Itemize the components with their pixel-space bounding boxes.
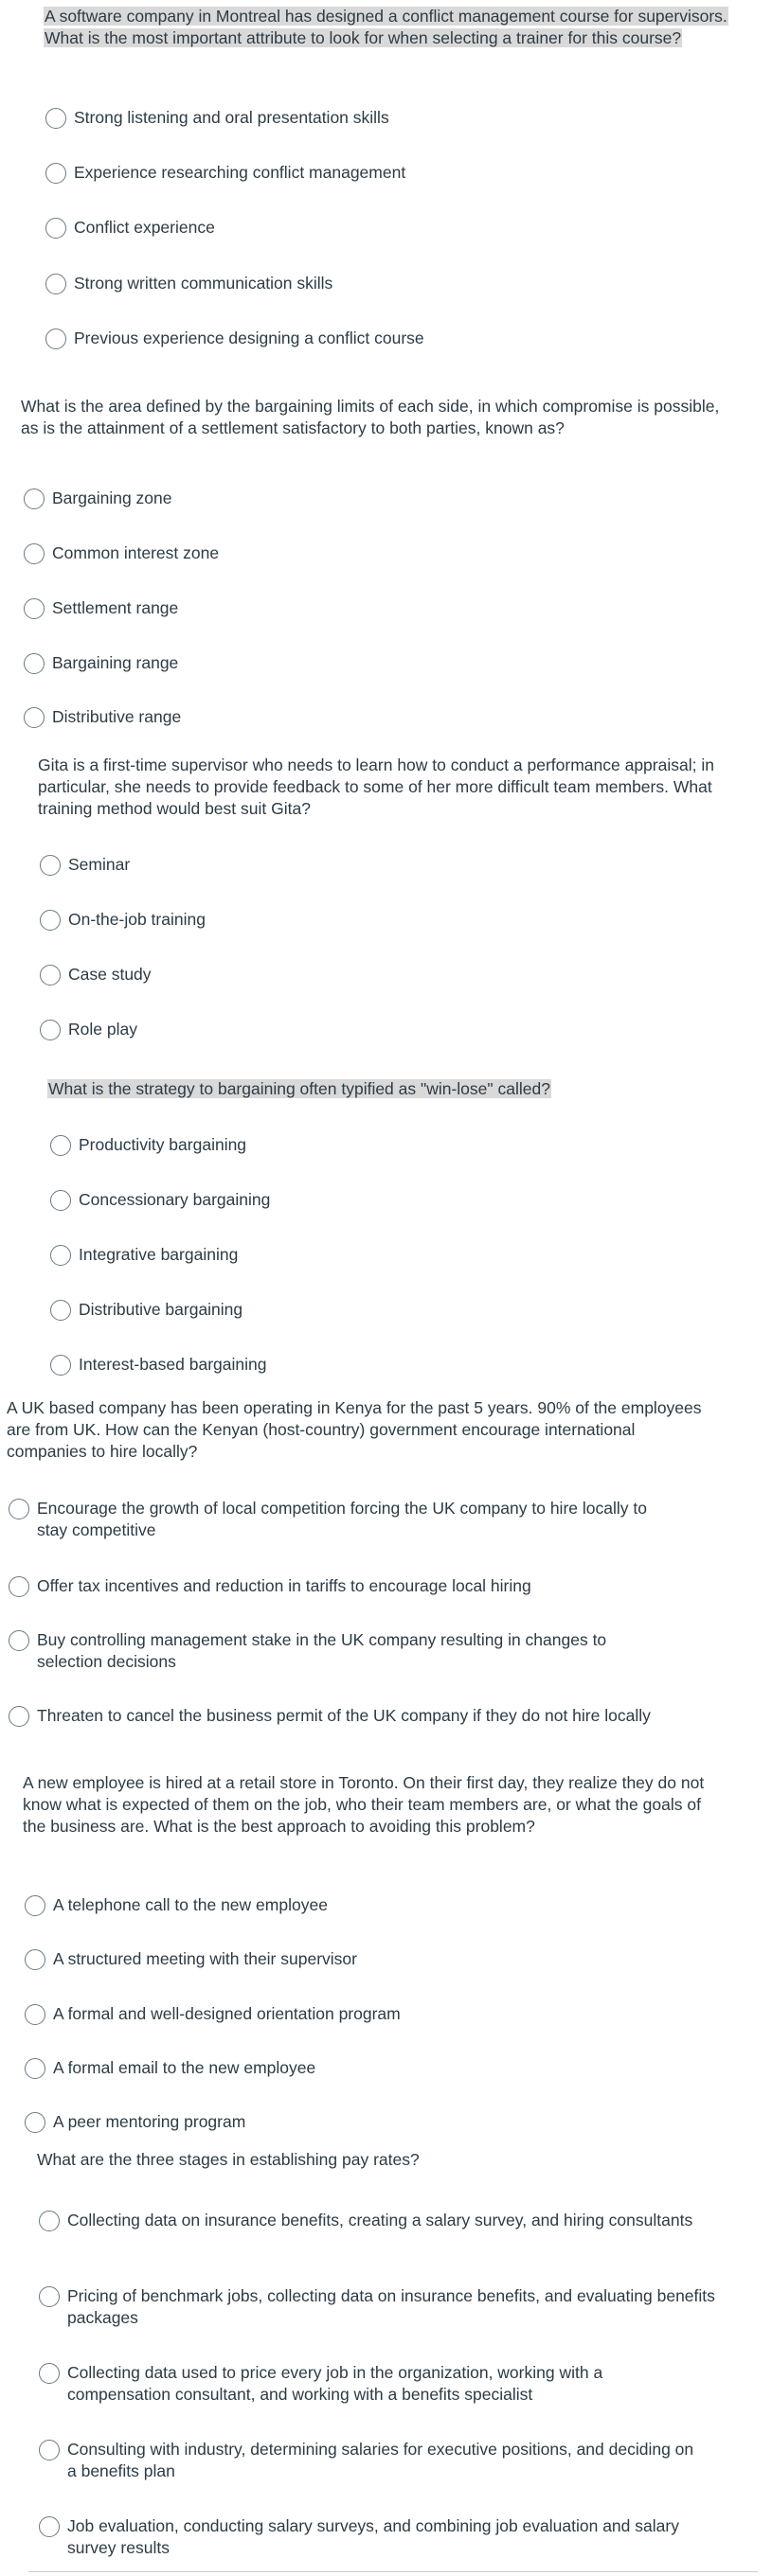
- radio-button[interactable]: [40, 855, 61, 876]
- radio-button[interactable]: [50, 1300, 71, 1321]
- radio-button[interactable]: [45, 218, 66, 239]
- question-3-option-3[interactable]: Case study: [40, 964, 152, 986]
- radio-button[interactable]: [45, 163, 66, 184]
- radio-button[interactable]: [50, 1355, 71, 1376]
- radio-button[interactable]: [25, 1895, 45, 1916]
- radio-button[interactable]: [9, 1706, 29, 1727]
- question-5-option-4[interactable]: Threaten to cancel the business permit of the UK company if they do not hire locally: [9, 1705, 672, 1727]
- question-6-option-1[interactable]: A telephone call to the new employee: [25, 1894, 328, 1916]
- question-1-option-3[interactable]: Conflict experience: [45, 217, 215, 239]
- question-4-text: What is the strategy to bargaining often typified as "win-lose" called?: [48, 1079, 550, 1098]
- radio-button[interactable]: [40, 965, 61, 986]
- question-7-option-5[interactable]: Job evaluation, conducting salary surveys, and combining job evaluation and salary survey results: [39, 2515, 702, 2559]
- radio-button[interactable]: [24, 543, 45, 564]
- question-6-text: A new employee is hired at a retail store in Toronto. On their first day, they realize they do not know what is expected of them on the job, who their team members are, or what the goals of the business are. What is the best approach to avoiding this problem?: [23, 1773, 705, 1836]
- question-1-text: A software company in Montreal has designed a conflict management course for supervisors. What is the most important attribute to look for when selecting a trainer for this course?: [45, 7, 727, 47]
- question-5-option-3[interactable]: Buy controlling management stake in the UK company resulting in changes to selection decisions: [9, 1629, 672, 1673]
- question-3-option-1[interactable]: Seminar: [40, 854, 130, 876]
- question-3-option-2[interactable]: On-the-job training: [40, 909, 206, 931]
- question-2-option-1[interactable]: Bargaining zone: [24, 488, 171, 509]
- radio-button[interactable]: [40, 1020, 61, 1040]
- question-2-option-5[interactable]: Distributive range: [24, 706, 181, 728]
- question-4-option-3[interactable]: Integrative bargaining: [50, 1244, 238, 1266]
- question-3-text: Gita is a first-time supervisor who needs to learn how to conduct a performance appraisal; in particular, she needs to provide feedback to some of her more difficult team members. What training method would best suit Gita?: [38, 755, 714, 818]
- question-2-option-2[interactable]: Common interest zone: [24, 542, 219, 564]
- divider: [28, 2571, 758, 2572]
- question-6-option-2[interactable]: A structured meeting with their supervisor: [25, 1948, 357, 1970]
- question-4-option-2[interactable]: Concessionary bargaining: [50, 1189, 270, 1211]
- question-2-option-3[interactable]: Settlement range: [24, 597, 178, 619]
- question-3-option-4[interactable]: Role play: [40, 1019, 137, 1040]
- question-5-option-2[interactable]: Offer tax incentives and reduction in tariffs to encourage local hiring: [9, 1575, 672, 1597]
- question-7-option-1[interactable]: Collecting data on insurance benefits, creating a salary survey, and hiring consultants: [39, 2210, 702, 2231]
- question-2-option-4[interactable]: Bargaining range: [24, 652, 178, 674]
- radio-button[interactable]: [9, 1630, 29, 1651]
- question-6-option-5[interactable]: A peer mentoring program: [25, 2111, 245, 2133]
- radio-button[interactable]: [24, 598, 45, 619]
- question-4-option-1[interactable]: Productivity bargaining: [50, 1134, 246, 1156]
- radio-button[interactable]: [9, 1499, 29, 1519]
- radio-button[interactable]: [50, 1190, 71, 1211]
- question-1-option-4[interactable]: Strong written communication skills: [45, 273, 332, 294]
- question-6-option-3[interactable]: A formal and well-designed orientation program: [25, 2003, 401, 2025]
- question-1-option-2[interactable]: Experience researching conflict management: [45, 162, 405, 184]
- question-1-option-1[interactable]: Strong listening and oral presentation skills: [45, 107, 389, 129]
- radio-button[interactable]: [25, 1949, 45, 1970]
- radio-button[interactable]: [39, 2440, 60, 2461]
- radio-button[interactable]: [45, 274, 66, 294]
- radio-button[interactable]: [39, 2286, 60, 2307]
- radio-button[interactable]: [25, 2058, 45, 2079]
- question-5-option-1[interactable]: Encourage the growth of local competition forcing the UK company to hire locally to stay competitive: [9, 1498, 672, 1541]
- question-4-option-4[interactable]: Distributive bargaining: [50, 1299, 242, 1321]
- question-7-option-2[interactable]: Pricing of benchmark jobs, collecting data on insurance benefits, and evaluating benefits packages: [39, 2285, 721, 2329]
- question-5-text: A UK based company has been operating in Kenya for the past 5 years. 90% of the employees are from UK. How can the Kenyan (host-country) government encourage international companies to hire locally?: [7, 1398, 702, 1461]
- radio-button[interactable]: [24, 489, 45, 509]
- radio-button[interactable]: [50, 1245, 71, 1266]
- question-6-option-4[interactable]: A formal email to the new employee: [25, 2057, 315, 2079]
- radio-button[interactable]: [24, 707, 45, 728]
- radio-button[interactable]: [45, 329, 66, 349]
- radio-button[interactable]: [39, 2516, 60, 2537]
- question-2-text: What is the area defined by the bargaining limits of each side, in which compromise is possible, as is the attainment of a settlement satisfactory to both parties, known as?: [21, 397, 720, 437]
- radio-button[interactable]: [39, 2363, 60, 2384]
- radio-button[interactable]: [50, 1135, 71, 1156]
- question-7-text: What are the three stages in establishing pay rates?: [37, 2150, 420, 2169]
- radio-button[interactable]: [25, 2004, 45, 2025]
- radio-button[interactable]: [40, 910, 61, 931]
- radio-button[interactable]: [45, 108, 66, 129]
- radio-button[interactable]: [24, 653, 45, 674]
- radio-button[interactable]: [25, 2112, 45, 2133]
- question-7-option-4[interactable]: Consulting with industry, determining salaries for executive positions, and deciding on a benefits plan: [39, 2439, 702, 2482]
- question-4-option-5[interactable]: Interest-based bargaining: [50, 1354, 266, 1376]
- radio-button[interactable]: [9, 1576, 29, 1597]
- question-1-option-5[interactable]: Previous experience designing a conflict course: [45, 328, 424, 349]
- question-7-option-3[interactable]: Collecting data used to price every job in the organization, working with a compensation consultant, and working with a benefits specialist: [39, 2362, 702, 2406]
- radio-button[interactable]: [39, 2211, 60, 2231]
